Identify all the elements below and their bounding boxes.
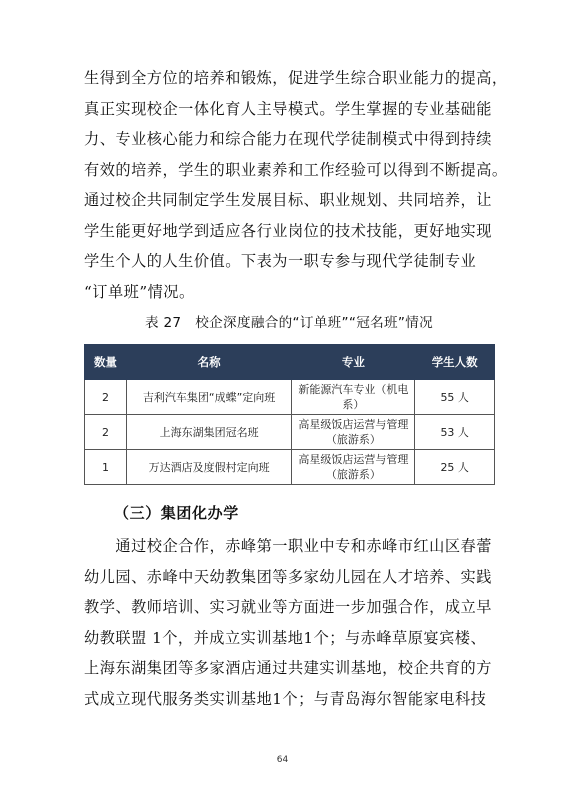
paragraph-line: 幼儿园、赤峰中天幼教集团等多家幼儿园在人才培养、实践 xyxy=(84,567,492,586)
paragraph-line: 生得到全方位的培养和锻炼，促进学生综合职业能力的提高， xyxy=(84,69,508,87)
cell-name: 万达酒店及度假村定向班 xyxy=(126,450,291,485)
header-major: 专业 xyxy=(292,345,415,380)
order-class-table xyxy=(84,344,495,485)
table-row xyxy=(85,380,495,415)
cell-major: 高星级饭店运营与管理（旅游系） xyxy=(292,450,415,485)
cell-count: 1 xyxy=(85,450,127,485)
paragraph-line: 通过校企共同制定学生发展目标、职业规划、共同培养，让 xyxy=(84,191,492,209)
paragraph-line: 有效的培养，学生的职业素养和工作经验可以得到不断提高。 xyxy=(84,160,508,179)
table-row xyxy=(85,450,495,485)
cell-students: 55 人 xyxy=(415,380,495,415)
cell-count: 2 xyxy=(85,415,127,450)
table-header-row xyxy=(85,345,495,380)
header-count: 数量 xyxy=(85,345,127,380)
paragraph-line: 学生能更好地学到适应各行业岗位的技术技能，更好地实现 xyxy=(84,221,492,240)
cell-students: 53 人 xyxy=(415,415,495,450)
cell-major: 新能源汽车专业（机电系） xyxy=(292,380,415,415)
paragraph-line: 式成立现代服务类实训基地1个；与青岛海尔智能家电科技 xyxy=(84,689,487,708)
page-number: 64 xyxy=(276,755,289,765)
table-caption: 表 27 校企深度融合的“订单班”“冠名班”情况 xyxy=(144,315,434,331)
paragraph-line: 教学、教师培训、实习就业等方面进一步加强合作，成立早 xyxy=(84,598,492,616)
cell-count: 2 xyxy=(85,380,127,415)
paragraph-line: 幼教联盟 1个，并成立实训基地1个；与赤峰草原宴宾楼、 xyxy=(84,628,487,647)
paragraph-line: 上海东湖集团等多家酒店通过共建实训基地，校企共育的方 xyxy=(84,659,492,677)
paragraph-line: 学生个人的人生价值。下表为一职专参与现代学徒制专业 xyxy=(84,252,477,270)
cell-name: 上海东湖集团冠名班 xyxy=(126,415,291,450)
header-students: 学生人数 xyxy=(415,345,495,380)
cell-students: 25 人 xyxy=(415,450,495,485)
cell-major: 高星级饭店运营与管理（旅游系） xyxy=(292,415,415,450)
paragraph-line: 真正实现校企一体化育人主导模式。学生掌握的专业基础能 xyxy=(84,99,492,118)
paragraph-line: “订单班”情况。 xyxy=(84,282,195,301)
cell-name: 吉利汽车集团“成蝶”定向班 xyxy=(126,380,291,415)
body-paragraph-1 xyxy=(84,63,508,307)
table-row xyxy=(85,415,495,450)
header-name: 名称 xyxy=(126,345,291,380)
paragraph-line: 力、专业核心能力和综合能力在现代学徒制模式中得到持续 xyxy=(84,130,492,148)
paragraph-line: 通过校企合作，赤峰第一职业中专和赤峰市红山区春蕾 xyxy=(84,537,492,555)
body-paragraph-2 xyxy=(84,531,494,714)
section-heading: （三）集团化办学 xyxy=(114,504,239,522)
